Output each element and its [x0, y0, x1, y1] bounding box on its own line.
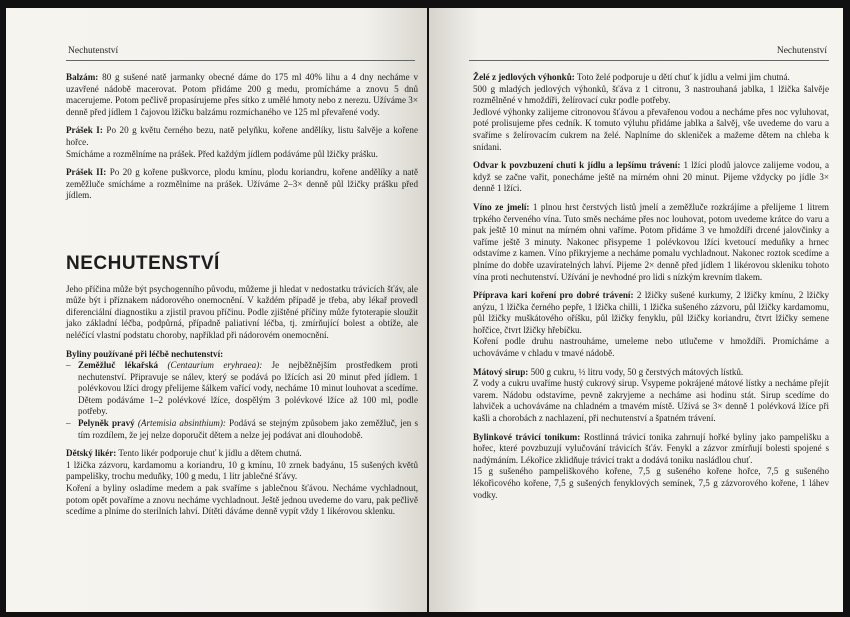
odvar-title: Odvar k povzbuzení chuti k jídlu a lepšímu trávení: — [473, 160, 681, 171]
balzam-title: Balzám: — [66, 72, 99, 82]
prasek1-text: Po 20 g květu černého bezu, natě pelyňku, kořene andělíky, listu šalvěje a kořene hořce. — [66, 125, 418, 147]
koreni-text: 2 lžičky sušené kurkumy, 2 lžičky kmínu, 2 lžičky anýzu, 1 lžička černého pepře, 1 lžička chilli, 1 lžička sušeného zázvoru, půl lžičky kardamomu, půl lžičky muškátového oříšku, půl lžičky fenyklu, půl lžičky koriandru, čtvrt lžičky semene hořčice, čtvrt lžičky hřebíčku. — [473, 290, 829, 335]
herb-latin: (Artemisia absinthium): — [137, 418, 226, 429]
prasek2-title: Prášek II: — [66, 167, 107, 178]
koreni-paragraph — [473, 290, 829, 360]
zele-text3: Jedlové výhonky zalijeme citronovou šťávou a převařenou vodou a necháme přes noc vyluhovat, poté prolisujeme přes cedník. K tomuto výluhu přidáme jablka a šalvěj, vše uvedeme do varu a svaříme s želírovacím cukrem na želé. Naplníme do skleniček a mažeme dětem na chleba k snídani. — [473, 106, 829, 152]
prasek1-title: Prášek I: — [66, 125, 103, 136]
liker-paragraph — [66, 448, 418, 518]
intro-paragraph: Jeho příčina může být psychogenního původu, můžeme ji hledat v nedostatku trávicích šťáv, ale může být i příznakem nádorového onemocnění. V každém případě je třeba, aby lékař provedl diferenciální diagnostiku a zjistil pravou příčinu. Podle zjištěné příčiny může fytoterapie sloužit jako základní léčba, podpůrná, případně paliativní léčba, tj. zmírňující bolest a obtíže, ale neléčící vlastní podstatu choroby, například při nádorovém onemocnění. — [66, 283, 418, 340]
right-page — [429, 8, 843, 612]
herb-item-pelynek — [78, 418, 418, 441]
left-page-content — [66, 72, 418, 525]
liker-text3: Koření a byliny osladíme medem a pak svaříme s jablečnou šťávou. Necháme vychladnout, potom opět povaříme a znovu necháme vychladnout. Ještě jednou uvedeme do varu, pak pečlivě scedíme a plníme do sterilních lahví. Dítěti dáváme denně vypít vždy 1 likérovou sklenku. — [66, 483, 418, 517]
zele-paragraph — [473, 72, 829, 153]
prasek1-paragraph — [66, 125, 418, 160]
herbs-list — [66, 360, 418, 441]
tonikum-text2: 15 g sušeného pampeliškového kořene, 7,5 g sušeného kořene hořce, 7,5 g sušeného lékořicového kořene, 7,5 g sušených fenyklových semínek, 7,5 g zázvorového kořene, 1 láhev vodky. — [473, 466, 829, 500]
prasek1-text2: Smícháme a rozmělníme na prášek. Před každým jídlem podáváme půl lžičky prášku. — [66, 148, 378, 159]
liker-text: Tento likér podporuje chuť k jídlu a dětem chutná. — [118, 448, 302, 459]
prasek2-text: Po 20 g kořene puškvorce, plodu kmínu, plodu koriandru, kořene andělíky a natě zeměžluče smícháme a rozmělníme na prášek. Užíváme 2–3× denně půl lžičky prášku před jídlem. — [66, 167, 418, 201]
right-page-content — [473, 72, 829, 508]
section-heading: NECHUTENSTVÍ — [66, 252, 220, 274]
sirup-text2: Z vody a cukru uvaříme hustý cukrový sirup. Vsypeme pokrájené mátové lístky a necháme přejít varem. Nádobu odstavíme, pevně zakryjeme a necháme asi hodinu stát. Sirup scedíme do lahviček a uchováváme na chladném a tmavém místě. Užívá se 3× denně 1 polévková lžíce při kašli a chorobách z nachlazení, při nechutenství a špatném trávení. — [473, 378, 829, 424]
herb-text: Je nejběžnějším prostředkem proti nechutenství. Připravuje se nálev, který se podává po lžících asi 20 minut před jídlem. 1 polévkovou lžíci drogy přelijeme šálkem vařící vody, necháme 10 minut louhovat a scedíme. Dětem podáváme 1–2 polévkové lžíce, dospělým 3 polévkové lžíce až 100 ml, podle potřeby. — [78, 360, 418, 417]
header-rule — [469, 60, 829, 61]
header-rule — [66, 60, 415, 61]
running-header: Nechutenství — [68, 46, 119, 56]
prasek2-paragraph — [66, 167, 418, 202]
left-page — [6, 8, 427, 612]
herb-name: Zeměžluč lékařská — [78, 360, 159, 371]
tonikum-title: Bylinkové trávicí tonikum: — [473, 431, 581, 442]
tonikum-text: Rostlinná trávicí tonika zahrnují hořké byliny jako pampelišku a hořec, které povzbuzují vylučování trávicích šťáv. Fenykl a zázvor zmírňují bolesti spojené s nadýmáním. Lékořice zklidňuje trávicí trakt a dodává toniku nasládlou chuť. — [473, 431, 829, 465]
koreni-text2: Koření podle druhu nastrouháme, umeleme nebo utlučeme v hmoždíři. Promícháme a uchováváme v chladu v tmavé nádobě. — [473, 336, 829, 359]
herbs-title: Byliny používané při léčbě nechutenství: — [66, 348, 224, 359]
sirup-paragraph — [473, 367, 829, 425]
herb-name: Pelyněk pravý — [78, 418, 135, 429]
vino-paragraph — [473, 202, 829, 283]
herb-latin: (Centaurium eryhraea): — [167, 360, 263, 371]
sirup-text: 500 g cukru, ½ litru vody, 50 g čerstvých mátových lístků. — [530, 366, 744, 377]
herb-item-zemezluc — [78, 360, 418, 418]
running-header: Nechutenství — [776, 46, 827, 56]
sirup-title: Mátový sirup: — [473, 366, 529, 377]
balzam-paragraph — [66, 72, 418, 118]
koreni-title: Příprava kari koření pro dobré trávení: — [473, 290, 634, 301]
odvar-text: 1 lžíci plodů jalovce zalijeme vodou, a když se začne vařit, ponecháme ještě na mírném ohni 20 minut. Pijeme vždycky po jídle 3× denně 1 lžíci. — [473, 160, 830, 194]
zele-text: Toto želé podporuje u dětí chuť k jídlu a velmi jim chutná. — [576, 72, 790, 82]
odvar-paragraph — [473, 160, 829, 195]
balzam-text: 80 g sušené natě jarmanky obecné dáme do 175 ml 40% lihu a 4 dny necháme v uzavřené nádobě macerovat. Potom přidáme 200 g medu, promícháme a znovu 5 dnů macerujeme. Potom pečlivě propasírujeme přes sítko z umělé hmoty nebo z nerezu. Užíváme 3× denně před jídlem 1 čajovou lžičku balzámu rozmíchaného ve 125 ml převařené vody. — [66, 72, 419, 117]
liker-text2: 1 lžička zázvoru, kardamomu a koriandru, 10 g kmínu, 10 zrnek badyánu, 15 sušených květů pampelišky, trochu meduňky, 100 g medu, 1 litr jablečné šťávy. — [66, 459, 418, 482]
zele-title: Želé z jedlových výhonků: — [473, 72, 575, 82]
herb-text: Podává se stejným způsobem jako zeměžluč, jen s tím rozdílem, že jej nelze doporučit dětem a nelze jej podávat ani dlouhodobě. — [78, 418, 418, 440]
liker-title: Dětský likér: — [66, 448, 117, 459]
tonikum-paragraph — [473, 432, 829, 502]
vino-text: 1 plnou hrst čerstvých listů jmelí a zeměžluče rozkrájíme a přelijeme 1 litrem trpkého červeného vína. Tuto směs necháme přes noc louhovat, potom uvedeme krátce do varu a pak ještě 10 minut na mírném ohni vaříme. Potom přidáme 3 ve hmoždíři drcené jalovčinky a vaříme ještě 3 minuty. Nakonec přisypeme 1 polévkovou lžíci kvetoucí meduňky a hrnec odstavíme z kamen. Víno přikryjeme a necháme pomalu vychladnout. Nakonec roztok scedíme a plníme do dobře uzavíratelných lahví. Pijeme 2× denně před jídlem 1 likérovou skleniku tohoto vína proti nechutenství. Užívání je nevhodné pro lidi s nízkým krevním tlakem. — [473, 201, 829, 282]
zele-text2: 500 g mladých jedlových výhonků, šťáva z 1 citronu, 3 nastrouhaná jablka, 1 lžička šalvěje rozmělněné v hmoždíři, želírovací cukr podle potřeby. — [473, 83, 829, 106]
vino-title: Víno ze jmelí: — [473, 201, 530, 212]
